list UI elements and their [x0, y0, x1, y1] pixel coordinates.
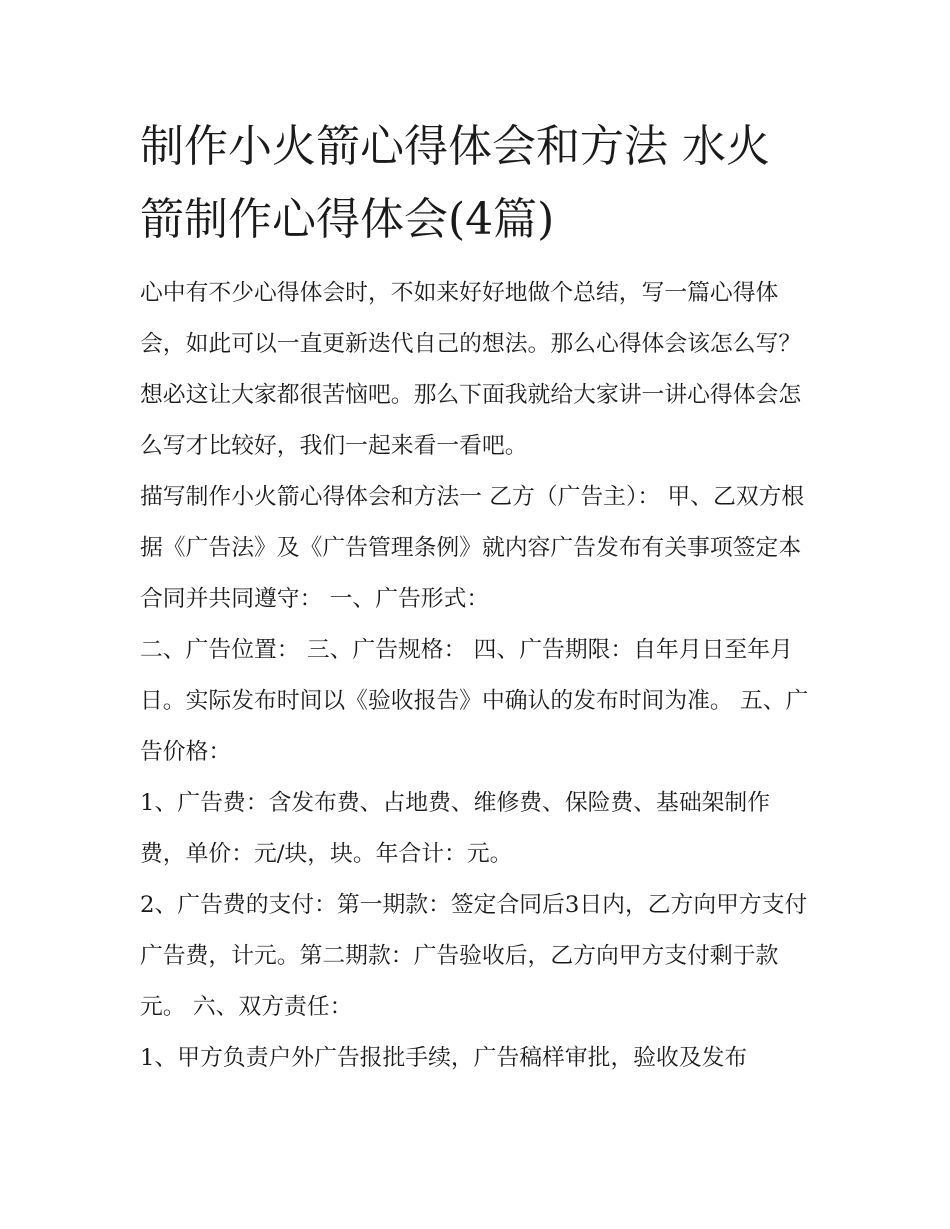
paragraph-intro: 心中有不少心得体会时，不如来好好地做个总结，写一篇心得体会，如此可以一直更新迭代自己的想法。那么心得体会该怎么写？想必这让大家都很苦恼吧。那么下面我就给大家讲一讲心得体会怎么写才比较好，我们一起来看一看吧。 [140, 280, 802, 459]
document-page [140, 110, 812, 1084]
paragraph-payment: 2、广告费的支付：第一期款：签定合同后3日内，乙方向甲方支付广告费，计元。第二期款：广告验收后，乙方向甲方支付剩于款元。 六、双方责任： [140, 892, 808, 1020]
paragraph-responsibility: 1、甲方负责户外广告报批手续，广告稿样审批，验收及发布 [140, 1045, 748, 1071]
document-title: 制作小火箭心得体会和方法 水火箭制作心得体会(4篇) [140, 121, 770, 245]
paragraph-ad-terms: 二、广告位置： 三、广告规格： 四、广告期限：自年月日至年月日。实际发布时间以《验收报告》中确认的发布时间为准。 五、广告价格： [140, 637, 809, 765]
paragraph-ad-fee: 1、广告费：含发布费、占地费、维修费、保险费、基础架制作费，单价：元/块，块。年合计：元。 [140, 790, 771, 867]
paragraph-contract-intro: 描写制作小火箭心得体会和方法一 乙方（广告主）： 甲、乙双方根据《广告法》及《广告管理条例》就内容广告发布有关事项签定本合同并共同遵守： 一、广告形式： [140, 484, 805, 612]
